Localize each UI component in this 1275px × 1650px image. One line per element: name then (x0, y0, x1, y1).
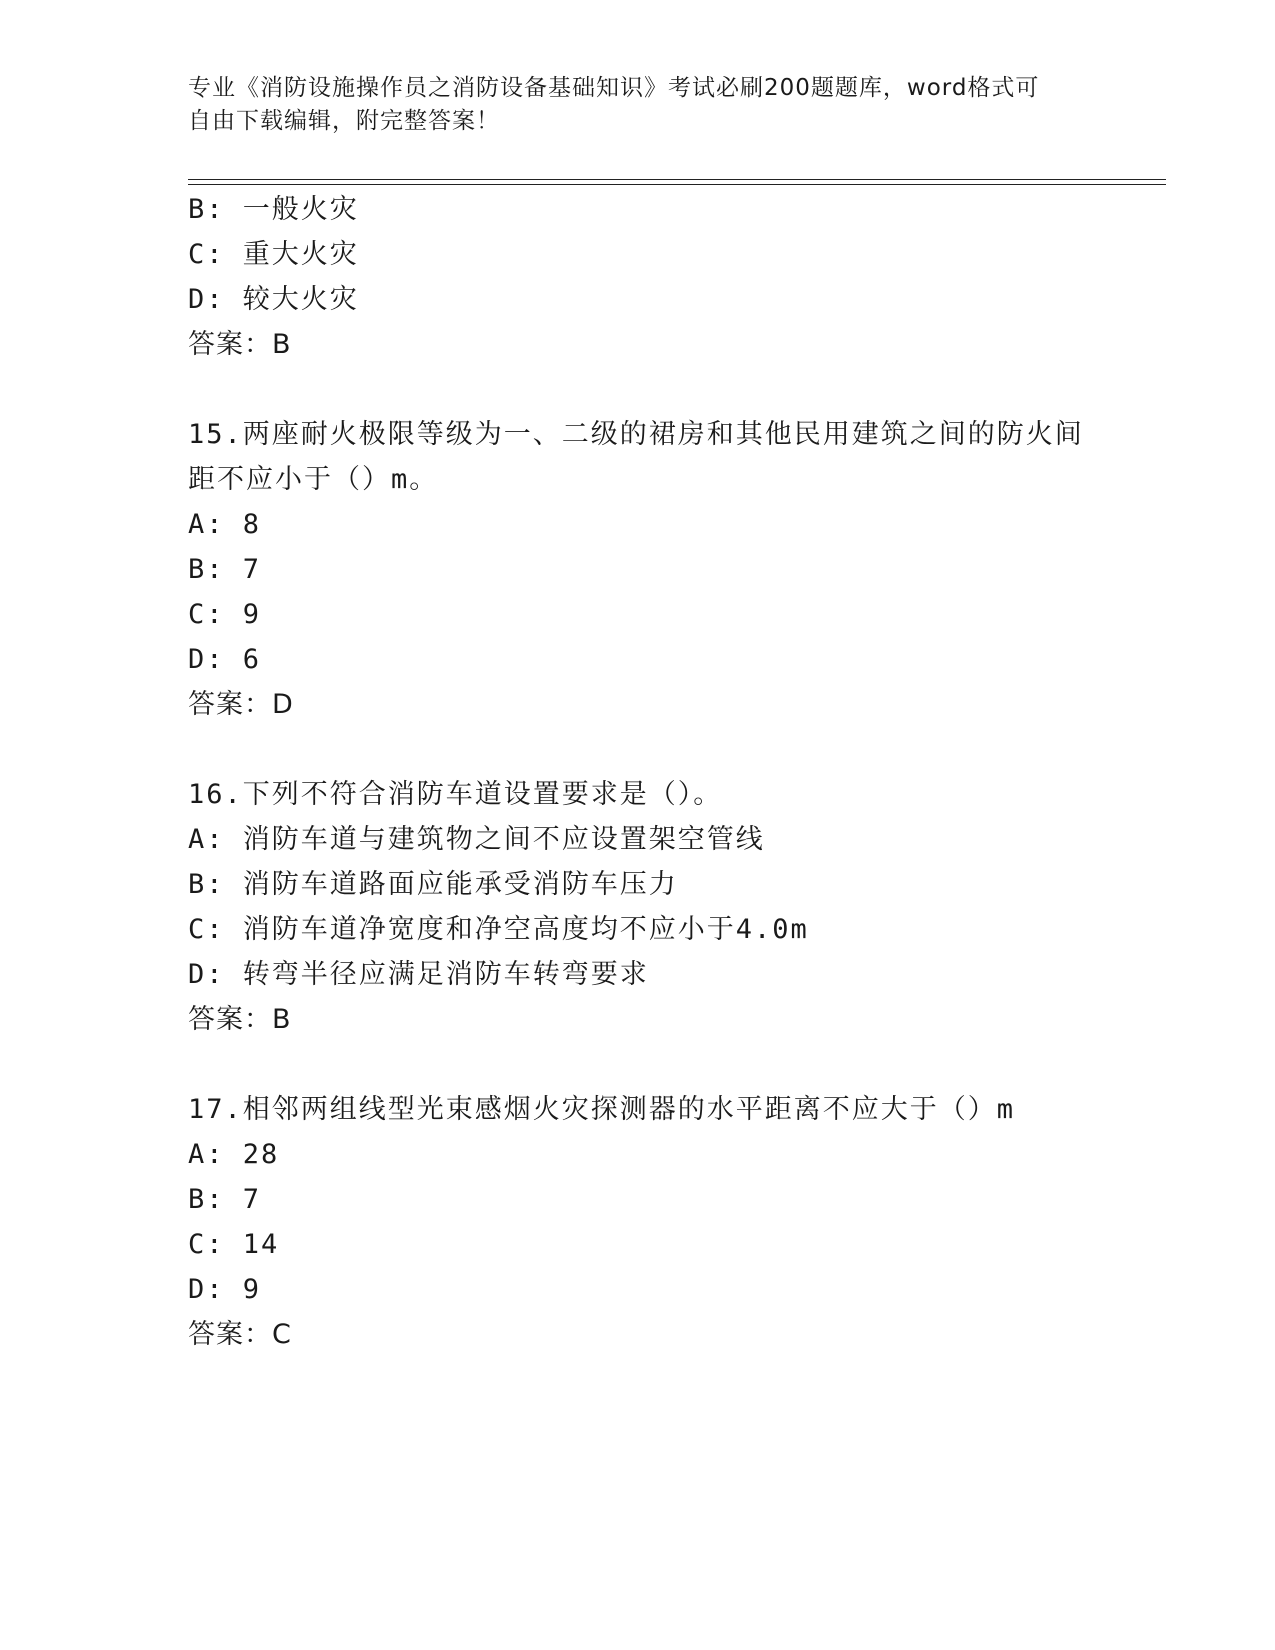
q14-option-d: D: 较大火灾 (188, 284, 359, 315)
q15-answer: 答案：D (188, 689, 294, 720)
header-line-1: 专业《消防设施操作员之消防设备基础知识》考试必刷200题题库，word格式可 (188, 75, 1040, 101)
header-divider-top (188, 179, 1166, 180)
q14-option-b: B: 一般火灾 (188, 194, 359, 225)
header-divider-bottom (188, 184, 1166, 185)
q16-option-a: A: 消防车道与建筑物之间不应设置架空管线 (188, 824, 765, 855)
q16-answer: 答案：B (188, 1004, 292, 1035)
q14-answer: 答案：B (188, 329, 292, 360)
q17-option-d: D: 9 (188, 1274, 262, 1305)
q15-option-d: D: 6 (188, 644, 262, 675)
q15-option-b: B: 7 (188, 554, 262, 585)
document-header (188, 72, 1088, 138)
q15-option-c: C: 9 (188, 599, 262, 630)
q17-stem: 17.相邻两组线型光束感烟火灾探测器的水平距离不应大于（）m (188, 1094, 1016, 1125)
q16-option-c: C: 消防车道净宽度和净空高度均不应小于4.0m (188, 914, 809, 945)
header-line-2: 自由下载编辑，附完整答案！ (188, 108, 500, 134)
q15-stem-line-2: 距不应小于（）m。 (188, 464, 439, 495)
q14-option-c: C: 重大火灾 (188, 239, 359, 270)
q16-stem: 16.下列不符合消防车道设置要求是（）。 (188, 779, 723, 810)
q16-option-b: B: 消防车道路面应能承受消防车压力 (188, 869, 678, 900)
q17-option-b: B: 7 (188, 1184, 262, 1215)
q16-option-d: D: 转弯半径应满足消防车转弯要求 (188, 959, 649, 990)
q17-option-a: A: 28 (188, 1139, 280, 1170)
q17-answer: 答案：C (188, 1319, 292, 1350)
q15-option-a: A: 8 (188, 509, 262, 540)
q17-option-c: C: 14 (188, 1229, 280, 1260)
q15-stem-line-1: 15.两座耐火极限等级为一、二级的裙房和其他民用建筑之间的防火间 (188, 419, 1084, 450)
